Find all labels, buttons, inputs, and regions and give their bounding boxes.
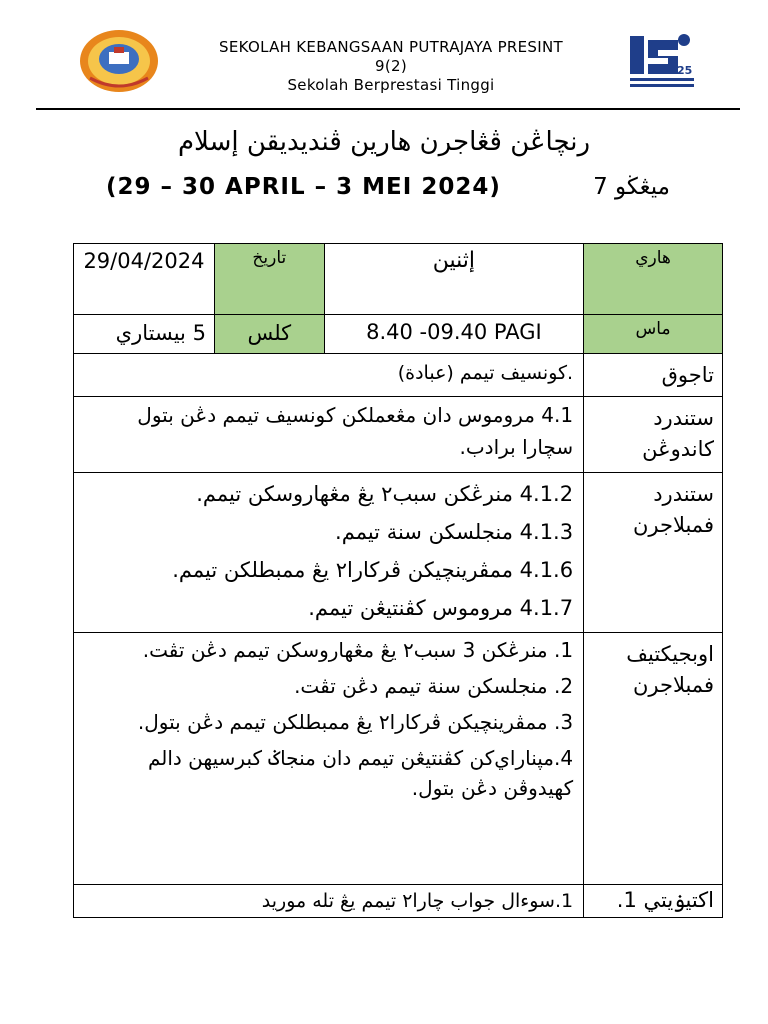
objective-item: 1. منرڠكن 3 سبب٢ يڠ مڠهاروسكن تيمم دڠن تڤت. [142, 638, 574, 662]
row-time [74, 315, 723, 354]
week-title [100, 168, 680, 208]
time-label: ماس [584, 315, 723, 354]
date-value: 29/04/2024 [74, 244, 215, 315]
content-standard-label: ستندرد كاندوڠن [584, 397, 723, 473]
school-name: SEKOLAH KEBANGSAAN PUTRAJAYA PRESINT [219, 38, 563, 56]
objectives-label: اوبجيكتيف فمبلاجرن [584, 633, 723, 885]
topic-label: تاجوق [584, 354, 723, 397]
objectives-list [74, 633, 584, 885]
learning-standard-label: ستندرد فمبلاجرن [584, 473, 723, 633]
school-name-block [180, 38, 602, 95]
activities-label-cell [584, 885, 723, 918]
learning-standard-list [74, 473, 584, 633]
row-objectives [74, 633, 723, 885]
activities-value: 1.سوءال جواب چارا٢ تيمم يڠ تله موريد [74, 885, 584, 918]
class-value: 5 بيستاري [74, 315, 215, 354]
header-divider [36, 108, 740, 110]
row-topic [74, 354, 723, 397]
day-value: إثنين [324, 244, 583, 315]
date-label: تاريخ [214, 244, 324, 315]
class-label: كلس [214, 315, 324, 354]
learning-standard-item: 4.1.6 ممڤرينچيكن ڤركارا٢ يڠ ممبطلكن تيمم. [172, 558, 574, 582]
document-header [0, 0, 768, 112]
objective-item: 3. ممڤرينچيكن ڤركارا٢ يڠ ممبطلكن تيمم دڠن بتول. [137, 710, 574, 734]
row-learning-standard [74, 473, 723, 633]
activities-label: اكتيۏيتي [643, 888, 714, 912]
school-crest-icon [78, 28, 160, 94]
row-content-standard [74, 397, 723, 473]
time-value: 8.40 -09.40 PAGI [324, 315, 583, 354]
lesson-plan-table [73, 243, 723, 918]
school-motto: Sekolah Berprestasi Tinggi [287, 76, 495, 94]
learning-standard-item: 4.1.7 مروموس كڤنتيڠن تيمم. [308, 596, 574, 620]
learning-standard-item: 4.1.3 منجلسكن سنة تيمم. [335, 520, 574, 544]
learning-standard-item: 4.1.2 منرڠكن سبب٢ يڠ مڠهاروسكن تيمم. [196, 482, 574, 506]
ministry-25-logo-icon [626, 30, 698, 90]
row-day [74, 244, 723, 315]
topic-value: .كونسيف تيمم (عبادة) [74, 354, 584, 397]
content-standard-value: 4.1 مروموس دان مڠعملكن كونسيف تيمم دڠن بتول سچارا برادب. [74, 397, 584, 473]
row-activities [74, 885, 723, 918]
week-number: ميڠڬو 7 [593, 174, 670, 200]
activities-number: 1. [616, 888, 637, 912]
objective-item: 2. منجلسكن سنة تيمم دڠن تڤت. [294, 674, 574, 698]
day-label: هاري [584, 244, 723, 315]
page-title: رنچاڠن ڤڠاجرن هارين ڤنديديقن إسلام [177, 127, 591, 157]
school-code: 9(2) [375, 57, 407, 75]
objective-item: 4.مڽناراي‌كن كڤنتيڠن تيمم دان منجاݢ كبرسيهن دالم كهيدوڤن دڠن بتول. [147, 746, 574, 800]
week-dates: (29 – 30 APRIL – 3 MEI 2024) [106, 174, 501, 200]
svg-text:25: 25 [677, 64, 693, 77]
